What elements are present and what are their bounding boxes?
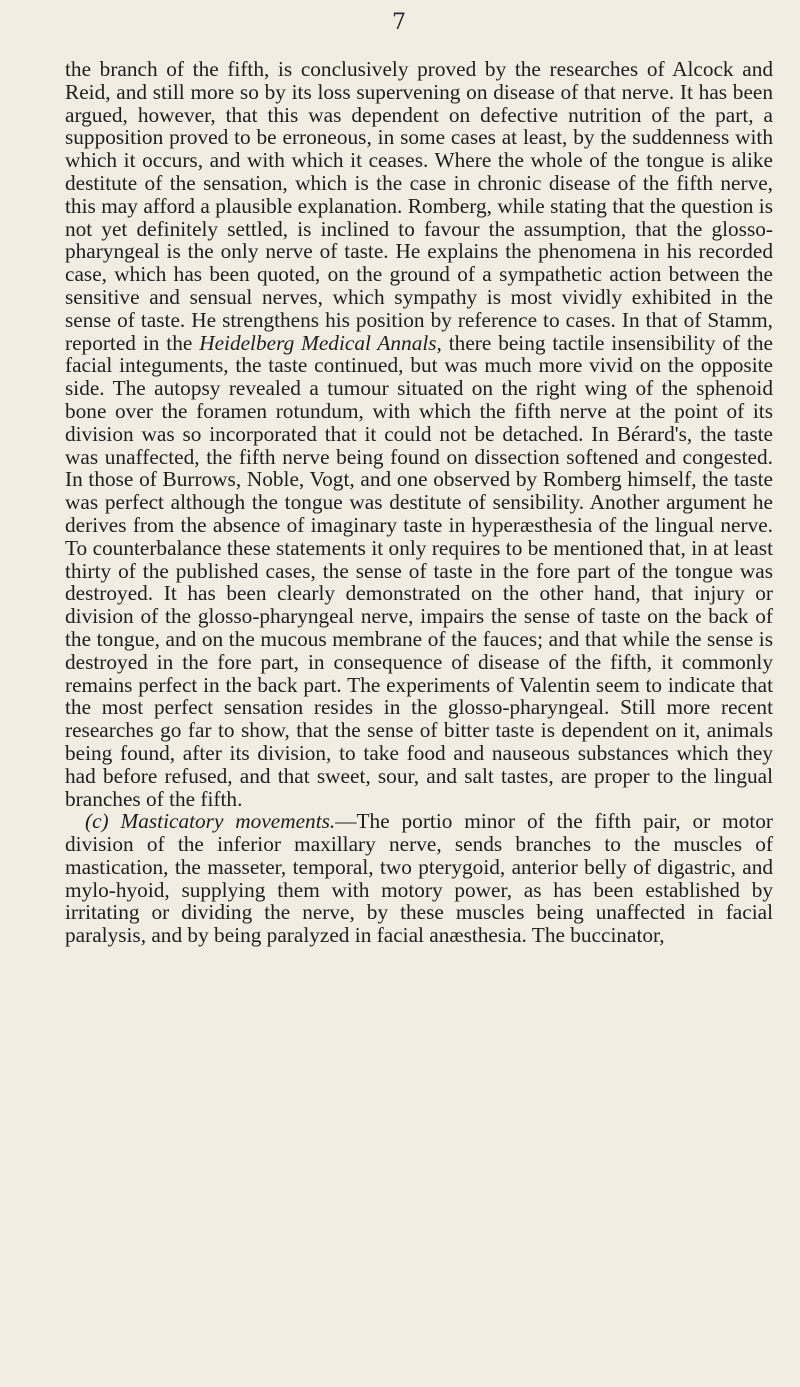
- journal-title: Heidelberg Medical Annals: [199, 330, 437, 355]
- paragraph-1-part-1: the branch of the fifth, is conclusively proved by the researches of Alcock and Reid, and still more so by its loss supervening on disease of that nerve. It has been argued, however, that this was dependent on defective nutrition of the part, a supposition proved to be erroneous, in some cases at least, by the suddenness with which it occurs, and with which it ceases. Where the whole of the tongue is alike destitute of the sensation, which is the case in chronic disease of the fifth nerve, this may afford a plausible explanation. Romberg, while stating that the question is not yet definitely settled, is inclined to favour the assumption, that the glosso-pharyngeal is the only nerve of taste. He explains the phenomena in his recorded case, which has been quoted, on the ground of a sympathetic action between the sensitive and sensual nerves, which sympathy is most vividly exhibited in the sense of taste. He strengthens his position by reference to cases. In that of Stamm, reported in the: [65, 57, 773, 355]
- paragraph-1-part-2: , there being tactile insensibility of the facial integuments, the taste continued, but was much more vivid on the opposite side. The autopsy revealed a tumour situated on the right wing of the sphenoid bone over the foramen rotundum, with which the fifth nerve at the point of its division was so incorporated that it could not be detached. In Bérard's, the taste was unaffected, the fifth nerve being found on dissection softened and congested. In those of Burrows, Noble, Vogt, and one observed by Romberg himself, the taste was perfect although the tongue was destitute of sensibility. Another argument he derives from the absence of imaginary taste in hyperæsthesia of the lingual nerve. To counterbalance these statements it only requires to be mentioned that, in at least thirty of the published cases, the sense of taste in the fore part of the tongue was destroyed. It has been clearly demonstrated on the other hand, that injury or division of the glosso-pharyngeal nerve, impairs the sense of taste on the back of the tongue, and on the mucous membrane of the fauces; and that while the sense is destroyed in the fore part, in consequence of disease of the fifth, it commonly remains perfect in the back part. The experiments of Valentin seem to indicate that the most perfect sensation resides in the glosso-pharyngeal. Still more recent researches go far to show, that the sense of bitter taste is dependent on it, animals being found, after its division, to take food and nauseous substances which they had before refused, and that sweet, sour, and salt tastes, are proper to the lingual branches of the fifth.: [65, 330, 773, 811]
- paragraph-2: [65, 810, 773, 947]
- section-heading-masticatory: (c) Masticatory movements.: [85, 809, 336, 834]
- page-number: 7: [392, 10, 406, 35]
- paragraph-1: [65, 58, 773, 810]
- body-text: [65, 58, 773, 947]
- paragraph-2-text: —The portio minor of the fifth pair, or motor division of the inferior maxillary nerve, sends branches to the muscles of mastication, the masseter, temporal, two pterygoid, anterior belly of digastric, and mylo-hyoid, supplying them with motory power, as has been established by irritating or dividing the nerve, by these muscles being unaffected in facial paralysis, and by being paralyzed in facial anæsthesia. The buccinator,: [65, 809, 773, 948]
